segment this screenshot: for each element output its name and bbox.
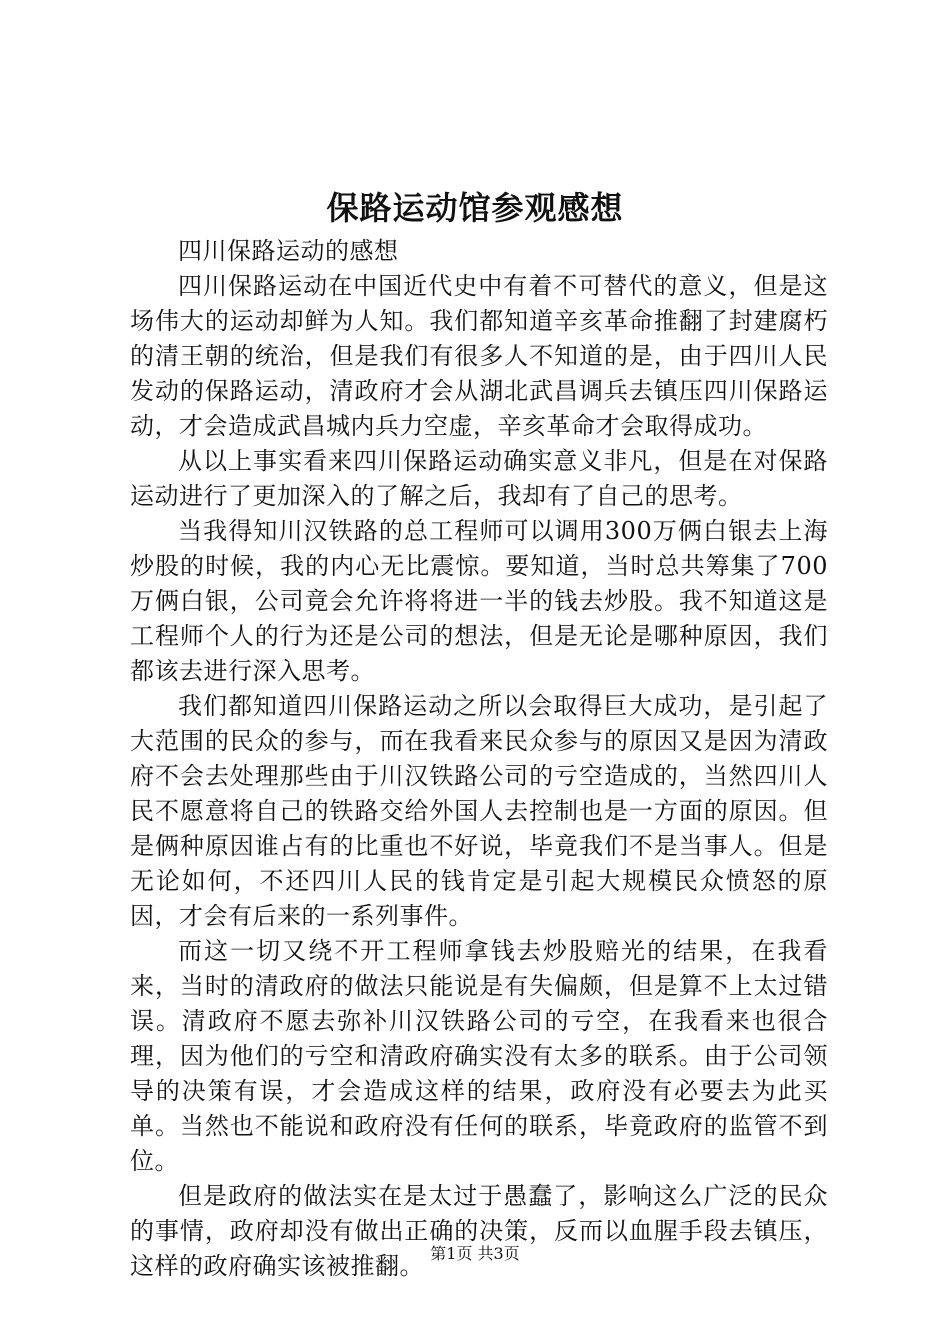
paragraph: 但是政府的做法实在是太过于愚蠢了，影响这么广泛的民众的事情，政府却没有做出正确的决策，反而以血腥手段去镇压，这样的政府确实该被推翻。 [130,1182,828,1280]
paragraph: 当我得知川汉铁路的总工程师可以调用300万俩白银去上海炒股的时候，我的内心无比震惊。要知道，当时总共筹集了700万俩白银，公司竟会允许将将进一半的钱去炒股。我不知道这是工程师个人的行为还是公司的想法，但是无论是哪种原因，我们都该去进行深入思考。 [130,517,828,685]
document-title: 保路运动馆参观感想 [326,189,624,227]
paragraph: 从以上事实看来四川保路运动确实意义非凡，但是在对保路运动进行了更加深入的了解之后，我却有了自己的思考。 [130,447,828,510]
page-number-footer: 第1页 共3页 [430,1244,520,1263]
paragraph: 而这一切又绕不开工程师拿钱去炒股赔光的结果，在我看来，当时的清政府的做法只能说是有失偏颇，但是算不上太过错误。清政府不愿去弥补川汉铁路公司的亏空，在我看来也很合理，因为他们的亏空和清政府确实没有太多的联系。由于公司领导的决策有误，才会造成这样的结果，政府没有必要去为此买单。当然也不能说和政府没有任何的联系，毕竟政府的监管不到位。 [130,937,828,1175]
paragraph-subtitle: 四川保路运动的感想 [178,237,399,265]
document-body [130,234,828,1284]
paragraph: 四川保路运动在中国近代史中有着不可替代的意义，但是这场伟大的运动却鲜为人知。我们都知道辛亥革命推翻了封建腐朽的清王朝的统治，但是我们有很多人不知道的是，由于四川人民发动的保路运动，清政府才会从湖北武昌调兵去镇压四川保路运动，才会造成武昌城内兵力空虚，辛亥革命才会取得成功。 [130,272,828,440]
paragraph: 我们都知道四川保路运动之所以会取得巨大成功，是引起了大范围的民众的参与，而在我看来民众参与的原因又是因为清政府不会去处理那些由于川汉铁路公司的亏空造成的，当然四川人民不愿意将自己的铁路交给外国人去控制也是一方面的原因。但是俩种原因谁占有的比重也不好说，毕竟我们不是当事人。但是无论如何，不还四川人民的钱肯定是引起大规模民众愤怒的原因，才会有后来的一系列事件。 [130,692,828,930]
